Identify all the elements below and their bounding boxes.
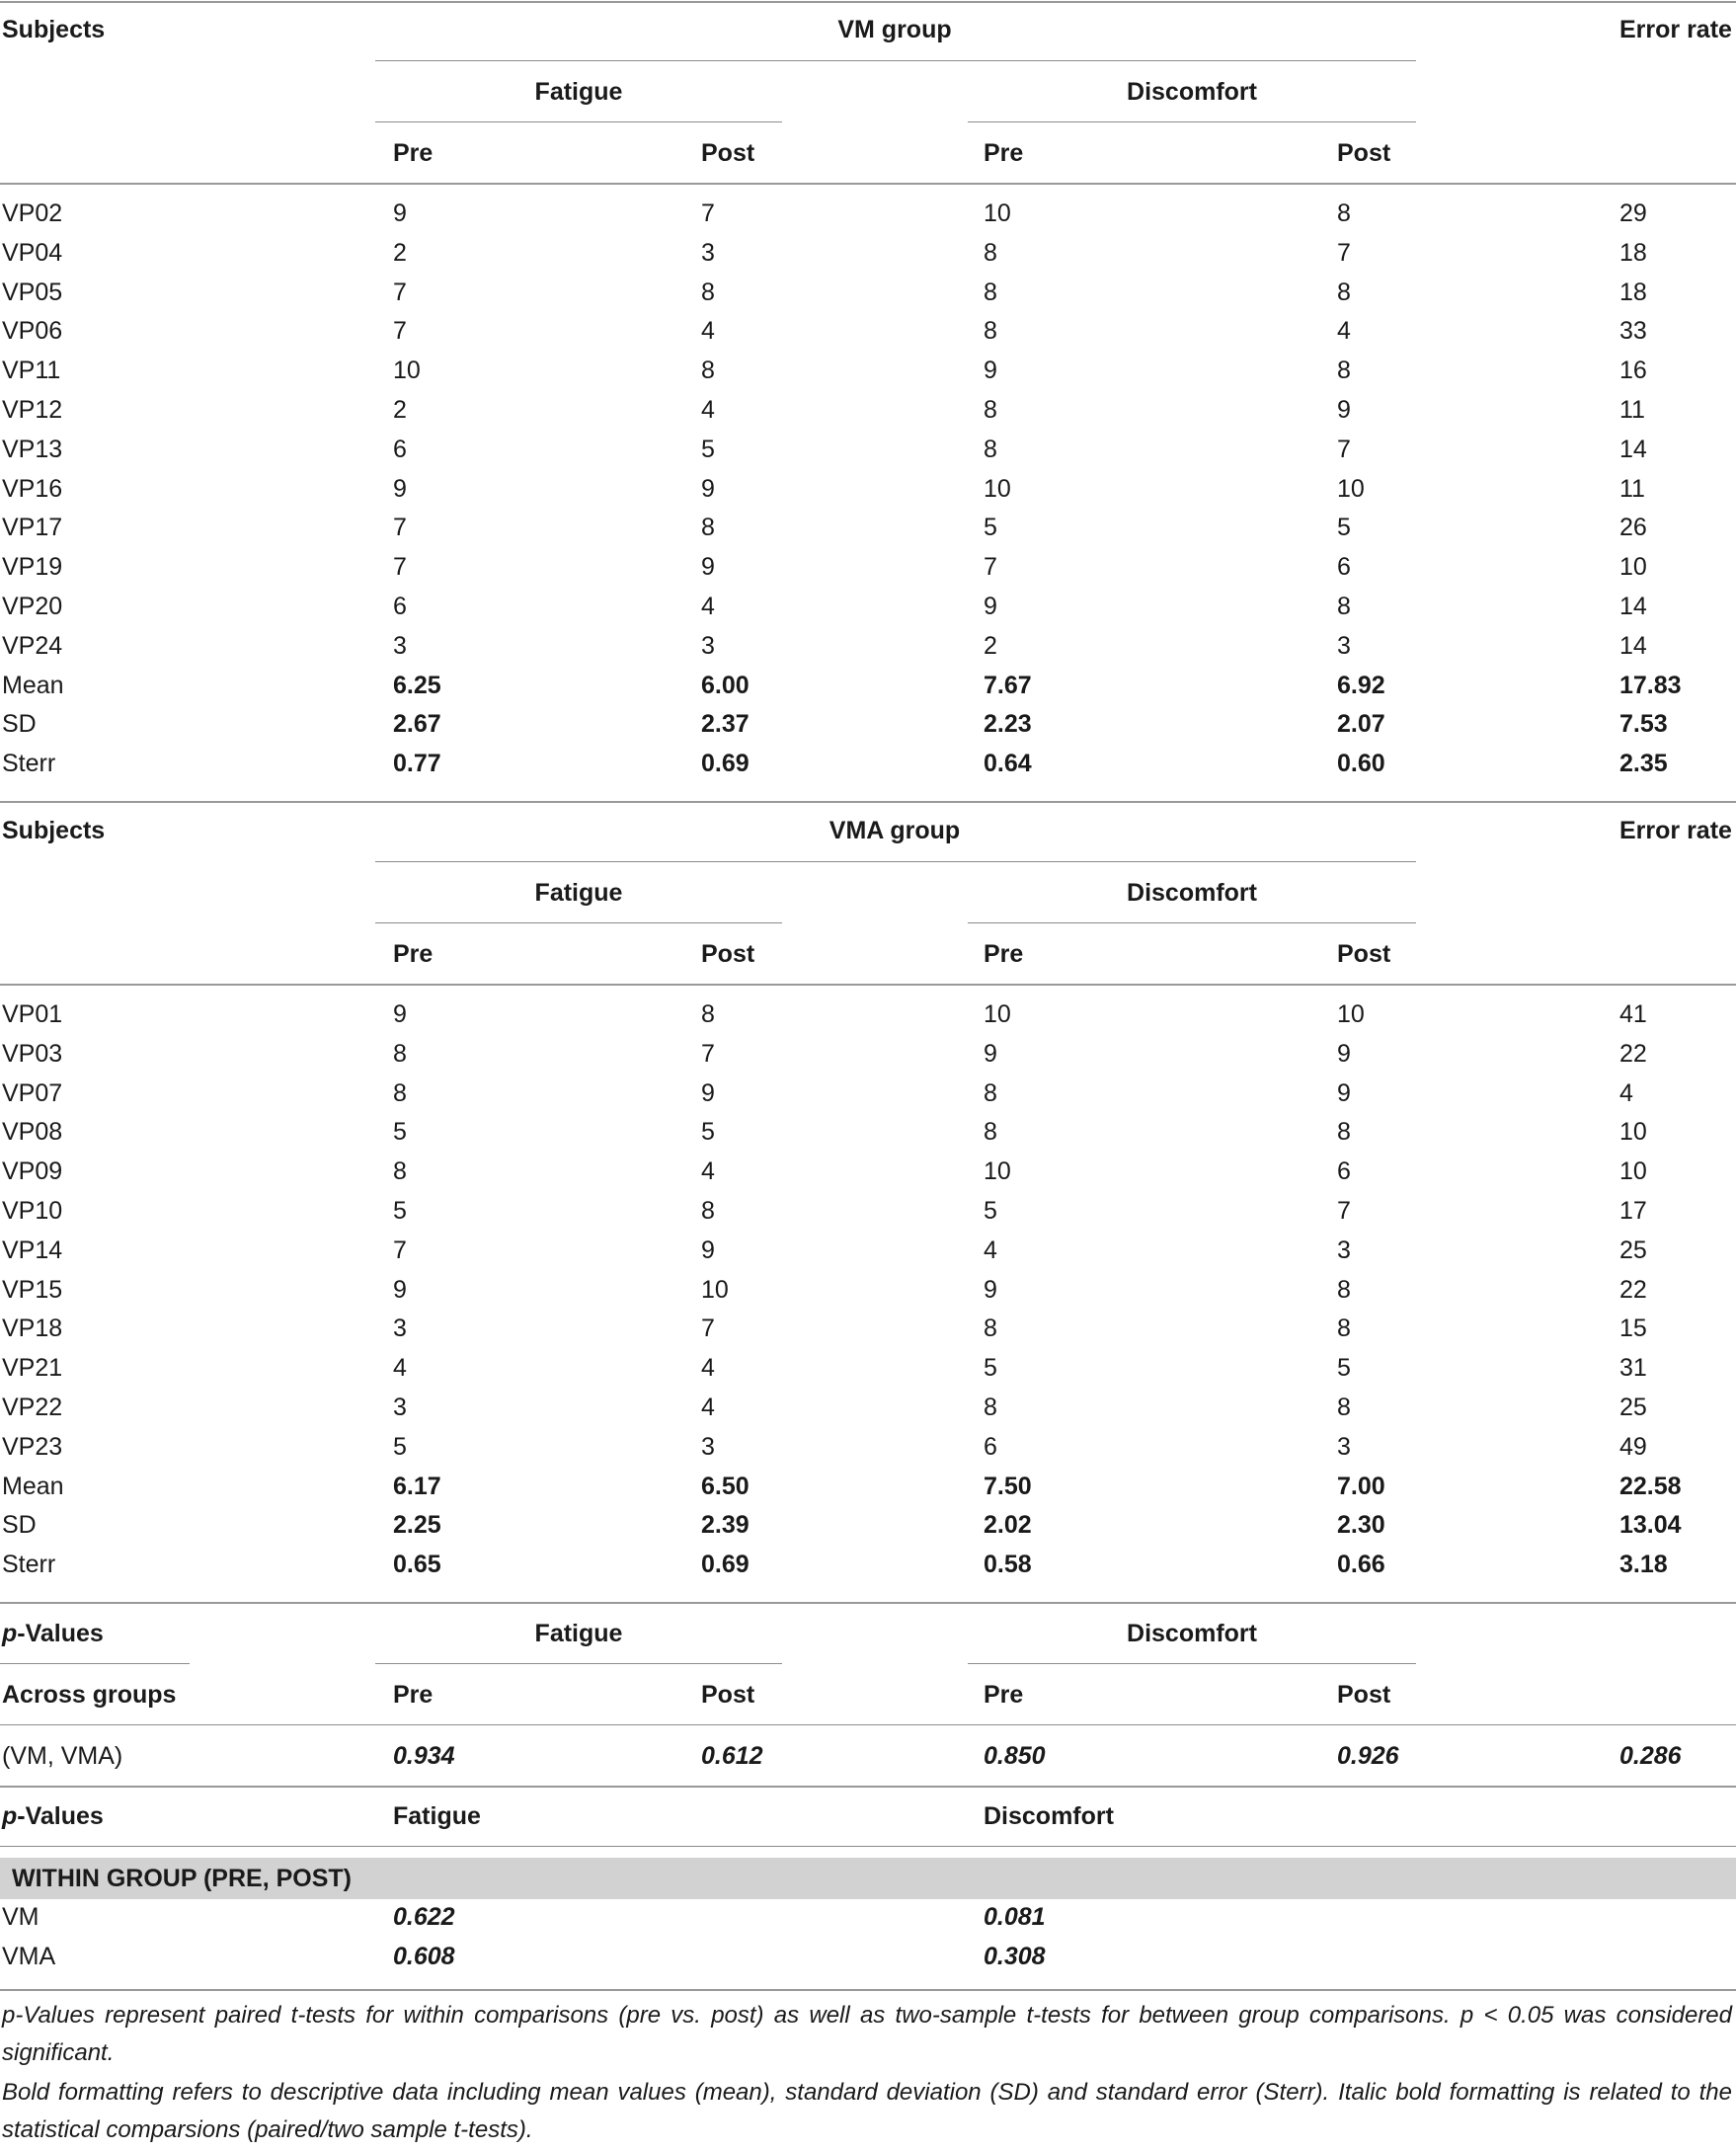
- across-fatigue-post: Post: [701, 1681, 755, 1709]
- table-cell: 4: [701, 317, 715, 346]
- stat-value: 2.23: [984, 710, 1032, 739]
- table-cell: 18: [1619, 278, 1647, 306]
- table-cell: 5: [701, 1118, 715, 1147]
- table-cell: 10: [1619, 1157, 1647, 1186]
- stat-value: 0.64: [984, 750, 1032, 778]
- table-cell: 3: [1337, 1235, 1351, 1264]
- table-cell: 10: [701, 1275, 729, 1304]
- table-cell: 8: [393, 1078, 407, 1107]
- table-cell: 10: [984, 474, 1011, 503]
- table-cell: 8: [984, 238, 997, 267]
- table-cell: 3: [1337, 1432, 1351, 1461]
- table-cell: 4: [701, 1157, 715, 1186]
- section-divider: [0, 1786, 1736, 1788]
- table-cell: 4: [393, 1354, 407, 1383]
- table-cell: 6: [393, 435, 407, 463]
- fatigue-pre-header: Pre: [393, 940, 434, 968]
- stat-value: 2.30: [1337, 1511, 1385, 1540]
- table-top-rule: [0, 1, 1736, 3]
- stat-value: 2.25: [393, 1511, 441, 1540]
- table-cell: 14: [1619, 593, 1647, 620]
- stat-value: 0.60: [1337, 750, 1385, 778]
- header-bottom-rule: [0, 984, 1736, 986]
- table-cell: 7: [1337, 1197, 1351, 1225]
- table-cell: 9: [1337, 1078, 1351, 1107]
- table-cell: 9: [701, 1235, 715, 1264]
- table-cell: 9: [984, 1275, 997, 1304]
- fatigue-span-rule: [375, 121, 782, 122]
- table-cell: 8: [701, 1197, 715, 1225]
- table-cell: 22: [1619, 1275, 1647, 1304]
- table-cell: VP07: [2, 1078, 63, 1107]
- stat-value: 7.00: [1337, 1472, 1385, 1500]
- stat-value: 17.83: [1619, 671, 1682, 699]
- table-cell: 4: [701, 1354, 715, 1383]
- table-cell: 5: [984, 514, 997, 542]
- stat-label: SD: [2, 710, 37, 739]
- table-cell: 5: [393, 1197, 407, 1225]
- table-cell: 10: [984, 199, 1011, 227]
- within-group-name: VM: [2, 1903, 39, 1931]
- table-cell: 9: [984, 593, 997, 620]
- table-cell: 14: [1619, 435, 1647, 463]
- stat-value: 2.39: [701, 1511, 750, 1540]
- table-cell: VP22: [2, 1394, 63, 1421]
- stat-value: 6.00: [701, 671, 750, 699]
- table-cell: 4: [1337, 317, 1351, 346]
- discomfort-post-header: Post: [1337, 940, 1391, 968]
- section-divider: [0, 1602, 1736, 1604]
- table-cell: 9: [1337, 396, 1351, 424]
- fatigue-span-rule: [375, 922, 782, 923]
- table-cell: 10: [1337, 474, 1365, 503]
- table-cell: VP14: [2, 1235, 63, 1264]
- table-cell: 11: [1619, 396, 1645, 424]
- table-cell: 8: [984, 317, 997, 346]
- across-p-value: 0.926: [1337, 1742, 1399, 1770]
- table-cell: 8: [984, 1315, 997, 1343]
- table-cell: 7: [393, 514, 407, 542]
- table-cell: 7: [393, 553, 407, 582]
- table-cell: 3: [701, 1432, 715, 1461]
- table-cell: 8: [984, 1118, 997, 1147]
- table-cell: 5: [1337, 1354, 1351, 1383]
- table-cell: 8: [393, 1039, 407, 1068]
- table-cell: 8: [701, 1000, 715, 1028]
- table-cell: VP01: [2, 1000, 63, 1028]
- table-cell: VP11: [2, 357, 61, 385]
- across-discomfort-pre: Pre: [984, 1681, 1024, 1709]
- stat-value: 13.04: [1619, 1511, 1682, 1540]
- table-cell: 8: [701, 278, 715, 306]
- table-cell: 7: [1337, 238, 1351, 267]
- discomfort-span-rule: [968, 1663, 1416, 1664]
- discomfort-span-rule: [968, 922, 1416, 923]
- table-cell: VP02: [2, 199, 63, 227]
- table-cell: 9: [984, 357, 997, 385]
- section-divider: [0, 801, 1736, 803]
- stat-value: 2.35: [1619, 750, 1668, 778]
- table-cell: 7: [701, 1315, 715, 1343]
- stat-value: 7.50: [984, 1472, 1032, 1500]
- within-fatigue-p: 0.608: [393, 1942, 455, 1970]
- table-cell: VP12: [2, 396, 63, 424]
- table-cell: VP08: [2, 1118, 63, 1147]
- table-cell: VP21: [2, 1354, 63, 1383]
- discomfort-post-header: Post: [1337, 139, 1391, 167]
- across-p-value: 0.286: [1619, 1742, 1682, 1770]
- table-cell: 22: [1619, 1039, 1647, 1068]
- table-cell: 25: [1619, 1235, 1647, 1264]
- table-cell: VP15: [2, 1275, 63, 1304]
- stat-value: 6.92: [1337, 671, 1385, 699]
- stat-label: Sterr: [2, 1551, 56, 1579]
- stat-value: 6.50: [701, 1472, 750, 1500]
- subjects-header: Subjects: [2, 817, 106, 844]
- table-cell: 5: [393, 1432, 407, 1461]
- stat-label: Mean: [2, 671, 64, 699]
- table-cell: 6: [1337, 1157, 1351, 1186]
- table-cell: 9: [393, 199, 407, 227]
- table-cell: 7: [393, 317, 407, 346]
- table-cell: 5: [701, 435, 715, 463]
- across-groups-label: Across groups: [2, 1681, 177, 1709]
- across-fatigue-header: Fatigue: [534, 1620, 623, 1647]
- across-discomfort-header: Discomfort: [1127, 1620, 1257, 1647]
- table-cell: 10: [393, 357, 421, 385]
- table-cell: 7: [393, 278, 407, 306]
- error-rate-header: Error rate: [1619, 16, 1732, 43]
- table-cell: VP16: [2, 474, 63, 503]
- fatigue-header: Fatigue: [534, 879, 623, 907]
- table-cell: 4: [1619, 1078, 1633, 1107]
- table-bottom-rule: [0, 1989, 1736, 1991]
- across-pair-label: (VM, VMA): [2, 1742, 123, 1770]
- table-cell: 7: [393, 1235, 407, 1264]
- stat-label: Mean: [2, 1472, 64, 1500]
- table-cell: 8: [701, 357, 715, 385]
- table-cell: 8: [984, 435, 997, 463]
- table-cell: 29: [1619, 199, 1647, 227]
- across-header-rule: [0, 1724, 1736, 1725]
- table-cell: 9: [393, 1000, 407, 1028]
- table-cell: VP18: [2, 1315, 63, 1343]
- table-cell: 8: [984, 1394, 997, 1421]
- table-cell: VP03: [2, 1039, 63, 1068]
- within-group-name: VMA: [2, 1942, 56, 1970]
- table-cell: 2: [984, 631, 997, 660]
- fatigue-post-header: Post: [701, 940, 755, 968]
- table-cell: 8: [1337, 357, 1351, 385]
- within-discomfort-p: 0.081: [984, 1903, 1046, 1931]
- table-cell: VP17: [2, 514, 63, 542]
- table-cell: 8: [984, 278, 997, 306]
- stat-value: 22.58: [1619, 1472, 1682, 1500]
- across-p-value: 0.934: [393, 1742, 455, 1770]
- table-cell: 15: [1619, 1315, 1647, 1343]
- group-header: VM group: [837, 16, 952, 43]
- table-cell: 8: [1337, 199, 1351, 227]
- table-cell: 7: [701, 199, 715, 227]
- table-cell: 4: [984, 1235, 997, 1264]
- within-discomfort-p: 0.308: [984, 1942, 1046, 1970]
- stat-value: 0.58: [984, 1551, 1032, 1579]
- group-span-rule: [375, 60, 1416, 61]
- table-cell: VP20: [2, 593, 63, 620]
- header-bottom-rule: [0, 183, 1736, 185]
- table-cell: 8: [984, 1078, 997, 1107]
- table-cell: 8: [1337, 1118, 1351, 1147]
- table-cell: VP19: [2, 553, 63, 582]
- table-cell: 5: [393, 1118, 407, 1147]
- p-values-header: p-Values: [2, 1802, 104, 1830]
- subjects-header: Subjects: [2, 16, 106, 43]
- table-cell: 26: [1619, 514, 1647, 542]
- stat-value: 2.67: [393, 710, 441, 739]
- group-header: VMA group: [829, 817, 961, 844]
- table-cell: 8: [1337, 1394, 1351, 1421]
- pvalues-rule: [0, 1663, 190, 1664]
- table-cell: 8: [1337, 1315, 1351, 1343]
- table-cell: 8: [1337, 278, 1351, 306]
- error-rate-header: Error rate: [1619, 817, 1732, 844]
- table-cell: 8: [1337, 593, 1351, 620]
- across-p-value: 0.612: [701, 1742, 763, 1770]
- table-cell: VP24: [2, 631, 63, 660]
- table-cell: 6: [984, 1432, 997, 1461]
- table-cell: 9: [701, 1078, 715, 1107]
- discomfort-span-rule: [968, 121, 1416, 122]
- table-cell: 5: [984, 1197, 997, 1225]
- within-discomfort-header: Discomfort: [984, 1802, 1114, 1830]
- table-cell: 9: [701, 474, 715, 503]
- table-cell: VP13: [2, 435, 63, 463]
- table-cell: 7: [1337, 435, 1351, 463]
- table-cell: VP10: [2, 1197, 63, 1225]
- table-cell: 4: [701, 396, 715, 424]
- table-cell: 8: [701, 514, 715, 542]
- table-cell: 10: [984, 1000, 1011, 1028]
- table-cell: 3: [701, 631, 715, 660]
- table-cell: VP23: [2, 1432, 63, 1461]
- table-cell: VP09: [2, 1157, 63, 1186]
- within-group-label: WITHIN GROUP (PRE, POST): [12, 1865, 352, 1892]
- table-cell: 31: [1619, 1354, 1647, 1383]
- stat-value: 0.69: [701, 1551, 750, 1579]
- table-cell: 3: [393, 631, 407, 660]
- table-cell: 18: [1619, 238, 1647, 267]
- table-cell: 16: [1619, 357, 1647, 385]
- table-cell: 11: [1619, 474, 1645, 503]
- table-cell: 17: [1619, 1197, 1647, 1225]
- fatigue-span-rule: [375, 1663, 782, 1664]
- table-cell: 41: [1619, 1000, 1647, 1028]
- across-p-value: 0.850: [984, 1742, 1046, 1770]
- within-fatigue-header: Fatigue: [393, 1802, 481, 1830]
- footnote-formatting: Bold formatting refers to descriptive data including mean values (mean), standard deviation (SD) and standard error (Sterr). Italic bold formatting is related to the statistical comparsions (paired/two sample t-tests).: [2, 2079, 1732, 2143]
- stat-value: 0.66: [1337, 1551, 1385, 1579]
- table-cell: 3: [1337, 631, 1351, 660]
- table-cell: 4: [701, 593, 715, 620]
- table-cell: 25: [1619, 1394, 1647, 1421]
- table-cell: 8: [393, 1157, 407, 1186]
- stat-label: Sterr: [2, 750, 56, 778]
- table-cell: 5: [1337, 514, 1351, 542]
- table-cell: 9: [1337, 1039, 1351, 1068]
- stat-value: 0.77: [393, 750, 441, 778]
- table-cell: 9: [984, 1039, 997, 1068]
- table-cell: 4: [701, 1394, 715, 1421]
- table-cell: 3: [393, 1394, 407, 1421]
- discomfort-pre-header: Pre: [984, 940, 1024, 968]
- across-fatigue-pre: Pre: [393, 1681, 434, 1709]
- table-cell: 6: [393, 593, 407, 620]
- table-cell: 2: [393, 396, 407, 424]
- discomfort-header: Discomfort: [1127, 879, 1257, 907]
- within-header-rule: [0, 1846, 1736, 1847]
- table-cell: 3: [701, 238, 715, 267]
- stat-value: 7.53: [1619, 710, 1668, 739]
- stat-value: 6.25: [393, 671, 441, 699]
- table-cell: 7: [984, 553, 997, 582]
- table-cell: 10: [1619, 553, 1647, 582]
- table-cell: 8: [1337, 1275, 1351, 1304]
- table-cell: 10: [1337, 1000, 1365, 1028]
- table-cell: 5: [984, 1354, 997, 1383]
- stat-value: 0.69: [701, 750, 750, 778]
- stat-value: 2.37: [701, 710, 750, 739]
- group-span-rule: [375, 861, 1416, 862]
- table-cell: 10: [1619, 1118, 1647, 1147]
- table-cell: 7: [701, 1039, 715, 1068]
- fatigue-header: Fatigue: [534, 78, 623, 106]
- footnote-pvalues: p-Values represent paired t-tests for within comparisons (pre vs. post) as well as two-sample t-tests for between group comparisons. p < 0.05 was considered significant.: [2, 2002, 1732, 2066]
- table-cell: VP04: [2, 238, 63, 267]
- stat-value: 2.07: [1337, 710, 1385, 739]
- table-cell: 9: [393, 474, 407, 503]
- table-cell: VP06: [2, 317, 63, 346]
- p-values-header: p-Values: [2, 1620, 104, 1647]
- table-cell: 9: [701, 553, 715, 582]
- stat-label: SD: [2, 1511, 37, 1540]
- fatigue-post-header: Post: [701, 139, 755, 167]
- stat-value: 2.02: [984, 1511, 1032, 1540]
- discomfort-header: Discomfort: [1127, 78, 1257, 106]
- table-cell: 33: [1619, 317, 1647, 346]
- table-cell: 14: [1619, 631, 1647, 660]
- fatigue-pre-header: Pre: [393, 139, 434, 167]
- table-cell: 9: [393, 1275, 407, 1304]
- table-cell: 6: [1337, 553, 1351, 582]
- table-cell: VP05: [2, 278, 63, 306]
- table-cell: 2: [393, 238, 407, 267]
- discomfort-pre-header: Pre: [984, 139, 1024, 167]
- stat-value: 6.17: [393, 1472, 441, 1500]
- table-cell: 10: [984, 1157, 1011, 1186]
- table-cell: 49: [1619, 1432, 1647, 1461]
- stat-value: 0.65: [393, 1551, 441, 1579]
- stat-value: 7.67: [984, 671, 1032, 699]
- table-cell: 3: [393, 1315, 407, 1343]
- stat-value: 3.18: [1619, 1551, 1668, 1579]
- across-discomfort-post: Post: [1337, 1681, 1391, 1709]
- table-cell: 8: [984, 396, 997, 424]
- within-fatigue-p: 0.622: [393, 1903, 455, 1931]
